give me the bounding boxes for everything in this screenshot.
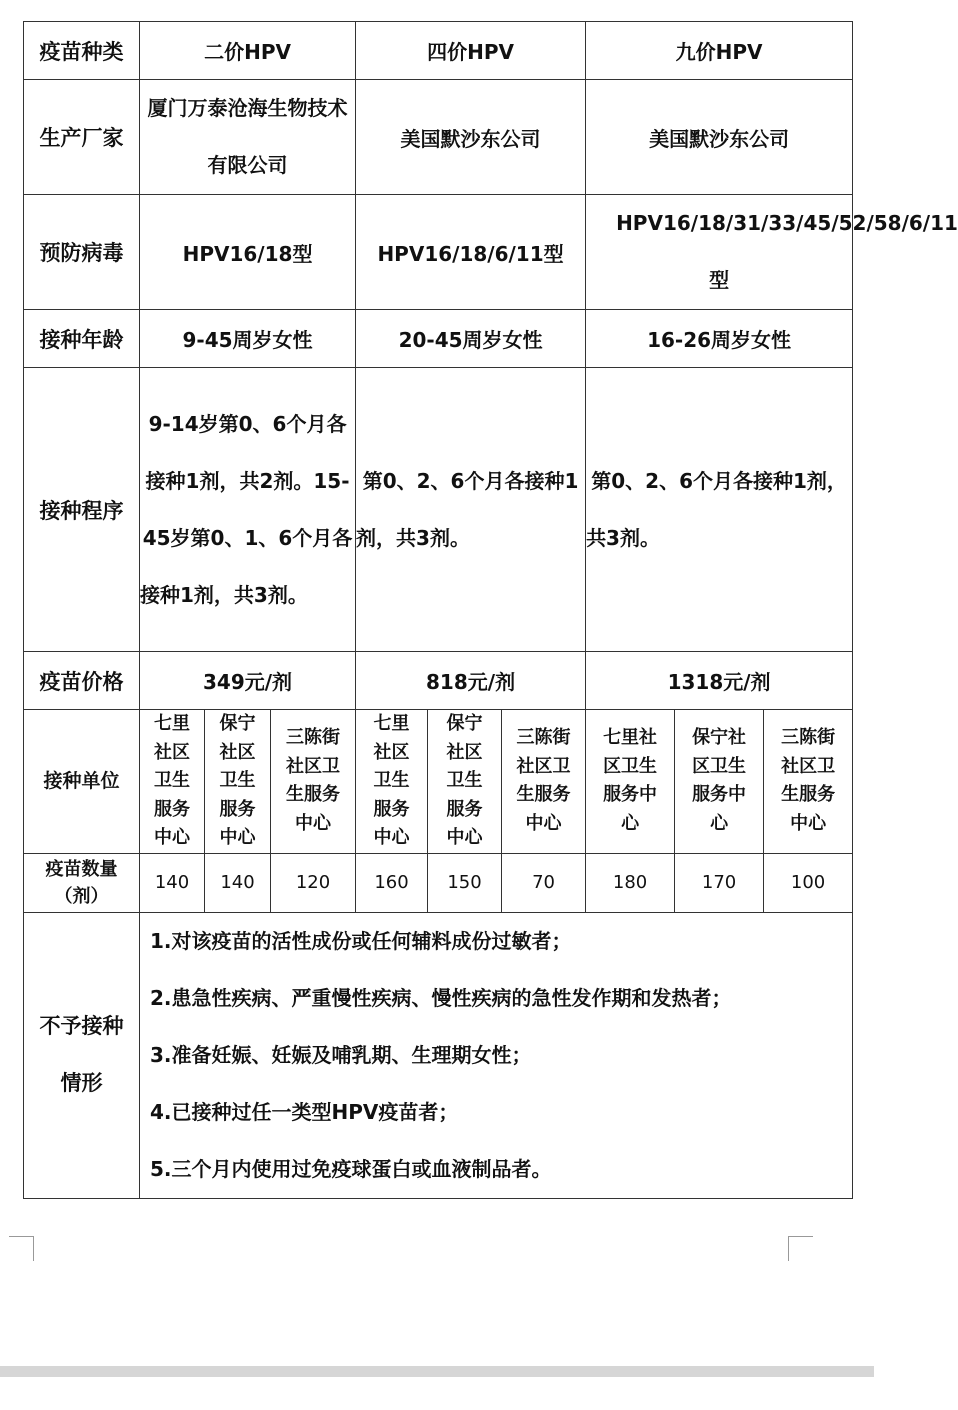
maker-nonavalent: 美国默沙东公司 bbox=[586, 80, 853, 195]
vaccine-name-bivalent: 二价HPV bbox=[140, 22, 356, 80]
row-label-age: 接种年龄 bbox=[24, 310, 140, 368]
unit-cell: 三陈街社区卫生服务中心 bbox=[764, 710, 853, 854]
row-label-qty: 疫苗数量（剂） bbox=[24, 853, 140, 912]
unit-cell: 保宁社区卫生服务中心 bbox=[675, 710, 764, 854]
row-label-virus: 预防病毒 bbox=[24, 195, 140, 310]
row-label-unit: 接种单位 bbox=[24, 710, 140, 854]
contraindication-list bbox=[140, 912, 853, 1198]
qty-cell: 70 bbox=[502, 853, 586, 912]
qty-cell: 100 bbox=[764, 853, 853, 912]
qty-cell: 140 bbox=[205, 853, 271, 912]
qty-cell: 120 bbox=[271, 853, 356, 912]
qty-cell: 180 bbox=[586, 853, 675, 912]
price-bivalent: 349元/剂 bbox=[140, 652, 356, 710]
unit-cell: 三陈街社区卫生服务中心 bbox=[502, 710, 586, 854]
schedule-quadrivalent: 第0、2、6个月各接种1剂，共3剂。 bbox=[356, 368, 586, 652]
vaccine-info-table bbox=[23, 21, 958, 1199]
row-label-schedule: 接种程序 bbox=[24, 368, 140, 652]
age-quadrivalent: 20-45周岁女性 bbox=[356, 310, 586, 368]
row-label-maker: 生产厂家 bbox=[24, 80, 140, 195]
age-bivalent: 9-45周岁女性 bbox=[140, 310, 356, 368]
vaccine-name-quadrivalent: 四价HPV bbox=[356, 22, 586, 80]
vaccine-name-nonavalent: 九价HPV bbox=[586, 22, 853, 80]
price-nonavalent: 1318元/剂 bbox=[586, 652, 853, 710]
page-corner-mark-right bbox=[788, 1236, 813, 1261]
contraindication-item: 3.准备妊娠、妊娠及哺乳期、生理期女性； bbox=[150, 1042, 532, 1067]
row-label-price: 疫苗价格 bbox=[24, 652, 140, 710]
unit-cell: 三陈街社区卫生服务中心 bbox=[271, 710, 356, 854]
maker-bivalent: 厦门万泰沧海生物技术有限公司 bbox=[140, 80, 356, 195]
schedule-bivalent: 9-14岁第0、6个月各接种1剂，共2剂。15-45岁第0、1、6个月各接种1剂，共3剂。 bbox=[140, 368, 356, 652]
virus-bivalent: HPV16/18型 bbox=[140, 195, 356, 310]
virus-nonavalent: HPV16/18/31/33/45/52/58/6/11型 bbox=[586, 195, 853, 310]
unit-cell: 七里社区卫生服务中心 bbox=[586, 710, 675, 854]
price-quadrivalent: 818元/剂 bbox=[356, 652, 586, 710]
unit-cell: 七里社区卫生服务中心 bbox=[356, 710, 428, 854]
unit-cell: 保宁社区卫生服务中心 bbox=[428, 710, 502, 854]
page-corner-mark-left bbox=[9, 1236, 34, 1261]
unit-cell: 七里社区卫生服务中心 bbox=[140, 710, 205, 854]
row-label-contra: 不予接种情形 bbox=[24, 912, 140, 1198]
contraindication-item: 1.对该疫苗的活性成份或任何辅料成份过敏者； bbox=[150, 928, 572, 953]
contraindication-item: 2.患急性疾病、严重慢性疾病、慢性疾病的急性发作期和发热者； bbox=[150, 985, 732, 1010]
row-label-type: 疫苗种类 bbox=[24, 22, 140, 80]
contraindication-item: 4.已接种过任一类型HPV疫苗者； bbox=[150, 1099, 459, 1124]
scroll-divider-bar bbox=[0, 1366, 874, 1377]
contraindication-item: 5.三个月内使用过免疫球蛋白或血液制品者。 bbox=[150, 1156, 552, 1181]
qty-cell: 160 bbox=[356, 853, 428, 912]
unit-cell: 保宁社区卫生服务中心 bbox=[205, 710, 271, 854]
schedule-nonavalent: 第0、2、6个月各接种1剂，共3剂。 bbox=[586, 368, 853, 652]
qty-cell: 150 bbox=[428, 853, 502, 912]
maker-quadrivalent: 美国默沙东公司 bbox=[356, 80, 586, 195]
qty-cell: 170 bbox=[675, 853, 764, 912]
virus-quadrivalent: HPV16/18/6/11型 bbox=[356, 195, 586, 310]
qty-cell: 140 bbox=[140, 853, 205, 912]
age-nonavalent: 16-26周岁女性 bbox=[586, 310, 853, 368]
